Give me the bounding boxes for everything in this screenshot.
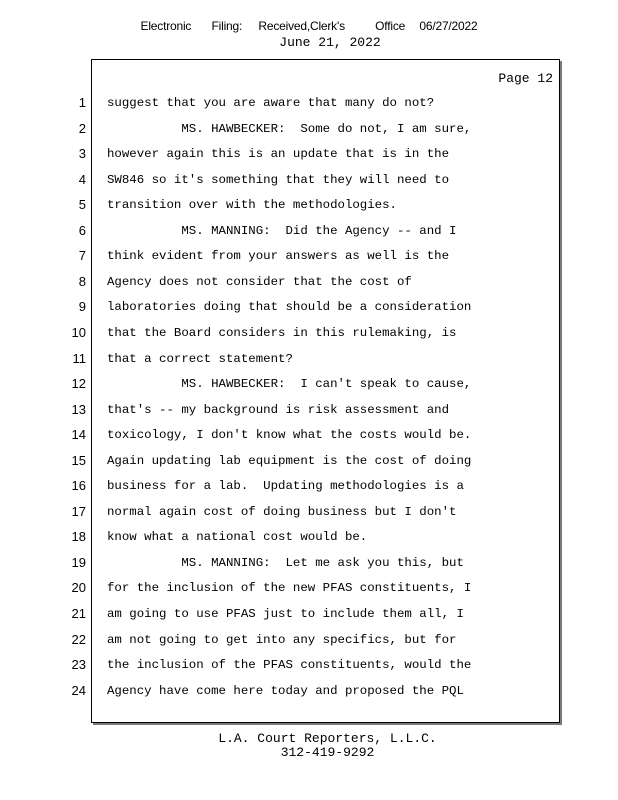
transcript-line: Again updating lab equipment is the cost of doing <box>107 453 472 468</box>
line-number: 20 <box>71 580 86 596</box>
stamp-office: Office <box>375 19 406 33</box>
transcript-line: am going to use PFAS just to include them all, I <box>107 607 464 621</box>
line-number: 7 <box>78 248 86 264</box>
transcript-line: that's -- my background is risk assessment and <box>107 402 450 417</box>
transcript-line: transition over with the methodologies. <box>107 198 397 213</box>
line-number: 18 <box>71 529 86 545</box>
transcript-line: the inclusion of the PFAS constituents, would the <box>107 658 472 673</box>
transcript-line: that the Board considers in this rulemaking, is <box>107 325 457 340</box>
transcript-line: suggest that you are aware that many do not? <box>107 96 435 110</box>
line-number: 5 <box>78 197 86 213</box>
line-number: 15 <box>71 452 86 468</box>
transcript-line: am not going to get into any specifics, but for <box>107 632 457 647</box>
transcript-line: laboratories doing that should be a consideration <box>107 300 472 315</box>
line-number: 19 <box>71 554 86 570</box>
transcript-line: think evident from your answers as well is the <box>107 249 450 264</box>
transcript-line: MS. HAWBECKER: I can't speak to cause, <box>107 377 472 392</box>
transcript-line: Agency have come here today and proposed the PQL <box>107 683 464 698</box>
line-number: 23 <box>71 657 86 673</box>
transcript-line: know what a national cost would be. <box>107 530 368 545</box>
line-number: 3 <box>78 146 86 162</box>
line-number: 4 <box>78 171 86 187</box>
transcript-line: SW846 so it's something that they will need to <box>107 172 450 187</box>
line-number: 10 <box>71 324 86 340</box>
line-number: 2 <box>78 120 86 136</box>
transcript-line: Agency does not consider that the cost of <box>107 274 412 289</box>
transcript-line: MS. HAWBECKER: Some do not, I am sure, <box>107 121 472 136</box>
line-number: 14 <box>71 427 86 443</box>
line-number: 1 <box>78 95 86 110</box>
transcript-line: toxicology, I don't know what the costs would be. <box>107 428 472 443</box>
transcript-line: MS. MANNING: Did the Agency -- and I <box>107 223 457 238</box>
stamp-electronic: Electronic <box>140 19 192 33</box>
line-number: 13 <box>71 401 86 417</box>
line-number: 11 <box>72 350 86 366</box>
page-footer <box>0 732 618 760</box>
stamp-received: Received,Clerk's <box>258 19 345 33</box>
filing-stamp <box>0 19 618 33</box>
page-number: Page 12 <box>498 71 553 86</box>
line-number: 9 <box>78 299 86 315</box>
line-number: 12 <box>71 376 86 392</box>
transcript-line: however again this is an update that is in the <box>107 147 450 162</box>
stamp-filing: Filing: <box>211 19 243 33</box>
transcript-line: MS. MANNING: Let me ask you this, but <box>107 555 464 570</box>
transcript-line: that a correct statement? <box>107 351 293 366</box>
line-number: 17 <box>71 503 86 519</box>
line-number: 21 <box>71 606 86 621</box>
transcript-date: June 21, 2022 <box>279 35 381 50</box>
line-number: 6 <box>78 222 86 238</box>
line-number: 24 <box>71 682 86 698</box>
transcript-line: business for a lab. Updating methodologies is a <box>107 479 464 494</box>
transcript-line: for the inclusion of the new PFAS constituents, I <box>107 581 472 596</box>
footer-phone: 312-419-9292 <box>280 745 375 760</box>
footer-company: L.A. Court Reporters, L.L.C. <box>218 731 437 746</box>
line-number: 22 <box>71 631 86 647</box>
stamp-date: 06/27/2022 <box>419 19 478 33</box>
line-number: 8 <box>78 273 86 289</box>
transcript-line: normal again cost of doing business but I don't <box>107 504 457 519</box>
line-number: 16 <box>71 478 86 494</box>
